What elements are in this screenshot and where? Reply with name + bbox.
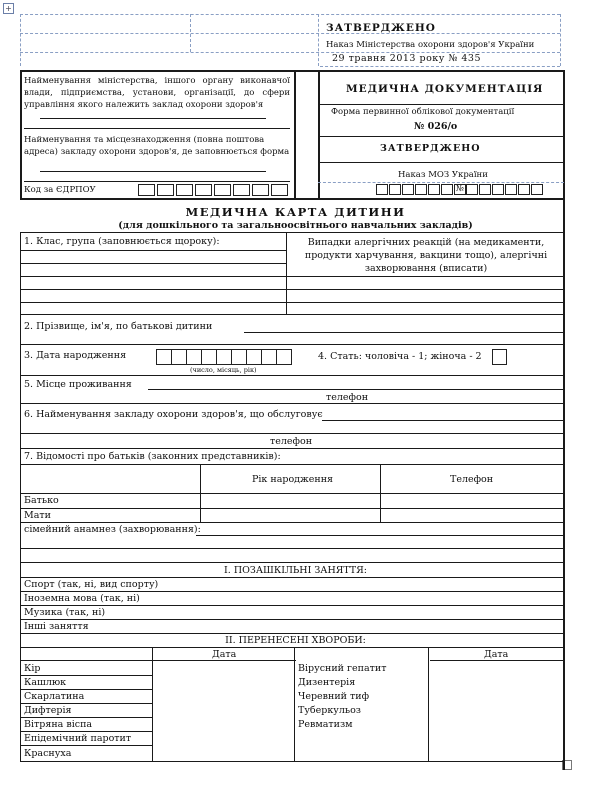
edrpou-box[interactable] xyxy=(271,184,288,196)
diseases-line xyxy=(20,717,153,718)
birth-date-boxes[interactable] xyxy=(156,349,292,365)
moz-number-box[interactable] xyxy=(518,184,530,195)
extracurricular-line xyxy=(20,633,564,634)
birth-date-box[interactable] xyxy=(186,349,202,365)
disease-chickenpox: Вітряна віспа xyxy=(24,719,93,730)
moz-number-box[interactable] xyxy=(492,184,504,195)
language-label: Іноземна мова (так, ні) xyxy=(24,593,140,604)
form-border xyxy=(20,232,21,762)
moz-number-boxes[interactable] xyxy=(466,184,543,195)
extracurricular-line xyxy=(20,591,564,592)
card-subtitle: (для дошкільного та загальноосвітнього навчальних закладів) xyxy=(118,220,473,231)
facility-name-line xyxy=(40,171,266,172)
moz-date-box[interactable] xyxy=(389,184,401,195)
clinic-phone-label: телефон xyxy=(270,436,313,447)
facility-name-line xyxy=(24,181,290,182)
clinic-line xyxy=(322,420,564,421)
org-name-label: Найменування міністерства, іншого органу виконавчої влади, підприємства, установи, організації, до сфери управління якого належить заклад охорони здоров'я xyxy=(24,76,290,110)
class-group-line xyxy=(20,250,287,251)
diseases-line xyxy=(20,675,153,676)
disease-pertussis: Кашлюк xyxy=(24,677,67,688)
moz-date-boxes[interactable] xyxy=(376,184,466,195)
sex-box[interactable] xyxy=(492,349,507,365)
clinic-label: 6. Найменування закладу охорони здоров'я, що обслуговує xyxy=(24,409,323,420)
full-name-line xyxy=(20,344,564,345)
residence-phone-label: телефон xyxy=(326,392,369,403)
edrpou-box[interactable] xyxy=(157,184,174,196)
diseases-line xyxy=(20,689,153,690)
birth-date-label: 3. Дата народження xyxy=(24,350,127,361)
diseases-line xyxy=(20,703,153,704)
diseases-line xyxy=(20,745,153,746)
disease-viral-hepatitis: Вірусний гепатит xyxy=(298,663,387,674)
birth-date-box[interactable] xyxy=(216,349,232,365)
extracurricular-heading: I. ПОЗАШКІЛЬНІ ЗАНЯТТЯ: xyxy=(224,565,367,576)
facility-name-label: Найменування та місцезнаходження (повна поштова адреса) закладу охорони здоров'я, де заповнюється форма xyxy=(24,135,290,157)
top-block-border xyxy=(20,70,22,200)
clinic-line xyxy=(20,433,564,434)
full-name-line xyxy=(244,332,564,333)
diseases-line xyxy=(20,660,296,661)
moz-date-box[interactable] xyxy=(402,184,414,195)
sex-label: 4. Стать: чоловіча - 1; жіноча - 2 xyxy=(318,351,482,362)
top-block-border xyxy=(294,70,296,200)
residence-line xyxy=(148,389,564,390)
edrpou-box[interactable] xyxy=(195,184,212,196)
allergy-label: Випадки алергічних реакцій (на медикаменти, продукти харчування, вакцини тощо), алергічні захворювання (вписати) xyxy=(304,237,548,274)
mother-label: Мати xyxy=(24,510,51,521)
residence-phone-line xyxy=(20,403,564,404)
birth-line xyxy=(20,375,564,376)
edrpou-box[interactable] xyxy=(252,184,269,196)
right-block-divider xyxy=(318,162,564,163)
order-date: 29 травня 2013 року № 435 xyxy=(332,53,481,64)
father-label: Батько xyxy=(24,495,59,506)
edrpou-label: Код за ЄДРПОУ xyxy=(24,185,96,195)
disease-typhoid: Черевний тиф xyxy=(298,691,370,702)
moz-number-box[interactable] xyxy=(466,184,478,195)
diseases-col xyxy=(294,647,295,762)
extracurricular-line xyxy=(20,577,564,578)
disease-tuberculosis: Туберкульоз xyxy=(298,705,361,716)
org-name-line xyxy=(24,128,290,129)
diseases-date-header-right: Дата xyxy=(484,649,509,660)
order-text: Наказ Міністерства охорони здоров'я України xyxy=(326,40,535,50)
approved-heading: ЗАТВЕРДЖЕНО xyxy=(326,22,436,34)
birth-date-box[interactable] xyxy=(201,349,217,365)
sport-label: Спорт (так, ні, вид спорту) xyxy=(24,579,159,590)
parents-phone-header: Телефон xyxy=(450,474,494,485)
family-history-line xyxy=(20,548,564,549)
class-group-line xyxy=(20,314,564,315)
form-number: № 026/о xyxy=(414,121,458,132)
parents-line xyxy=(20,522,564,523)
top-block-border xyxy=(318,70,320,200)
right-block-divider xyxy=(318,136,564,137)
edrpou-box[interactable] xyxy=(233,184,250,196)
moz-number-box[interactable] xyxy=(531,184,543,195)
music-label: Музика (так, ні) xyxy=(24,607,106,618)
clinic-phone-line xyxy=(20,448,564,449)
moz-number-box[interactable] xyxy=(479,184,491,195)
disease-diphtheria: Дифтерія xyxy=(24,705,72,716)
right-block-divider xyxy=(318,104,564,105)
diseases-line xyxy=(20,647,564,648)
moz-number-box[interactable] xyxy=(505,184,517,195)
top-block-border xyxy=(20,198,564,200)
header-grid-line xyxy=(318,14,319,66)
moz-date-box[interactable] xyxy=(376,184,388,195)
moz-order-label: Наказ МОЗ України xyxy=(398,170,488,180)
class-group-line xyxy=(20,302,564,303)
birth-date-box[interactable] xyxy=(231,349,247,365)
diseases-date-header-left: Дата xyxy=(212,649,237,660)
disease-dysentery: Дизентерія xyxy=(298,677,356,688)
moz-date-box[interactable] xyxy=(428,184,440,195)
moz-order-grid xyxy=(318,182,564,183)
form-label: Форма первинної облікової документації xyxy=(331,107,515,117)
moz-date-box[interactable] xyxy=(415,184,427,195)
table-move-handle[interactable]: + xyxy=(3,3,14,14)
diseases-line xyxy=(20,731,153,732)
moz-number-sign: № xyxy=(456,184,465,194)
moz-approved-heading: ЗАТВЕРДЖЕНО xyxy=(380,143,481,154)
header-grid-line xyxy=(20,14,21,66)
birth-date-hint: (число, місяць, рік) xyxy=(190,366,257,374)
header-grid-line xyxy=(190,14,191,52)
medical-documentation-heading: МЕДИЧНА ДОКУМЕНТАЦІЯ xyxy=(346,83,544,95)
edrpou-box[interactable] xyxy=(214,184,231,196)
disease-mumps: Епідемічний паротит xyxy=(24,733,132,744)
form-border xyxy=(20,232,564,233)
parents-line xyxy=(20,508,564,509)
extracurricular-line xyxy=(20,619,564,620)
disease-measles: Кір xyxy=(24,663,41,674)
disease-rheumatism: Ревматизм xyxy=(298,719,353,730)
header-grid-line xyxy=(320,66,560,67)
birth-date-box[interactable] xyxy=(276,349,292,365)
birth-date-box[interactable] xyxy=(156,349,172,365)
other-activities-label: Інші заняття xyxy=(24,621,89,632)
header-grid-line xyxy=(560,14,561,66)
extracurricular-line xyxy=(20,605,564,606)
card-title: МЕДИЧНА КАРТА ДИТИНИ xyxy=(185,205,406,219)
diseases-col xyxy=(428,647,429,762)
header-grid-line xyxy=(20,14,560,15)
diseases-line xyxy=(430,660,564,661)
top-block-border xyxy=(20,70,564,72)
full-name-label: 2. Прізвище, ім'я, по батькові дитини xyxy=(24,321,213,332)
org-name-line xyxy=(40,118,266,119)
parents-line xyxy=(20,464,564,465)
moz-date-box[interactable] xyxy=(441,184,453,195)
class-group-label: 1. Клас, група (заповнюється щороку): xyxy=(24,236,220,247)
class-group-line xyxy=(20,289,564,290)
header-grid-line xyxy=(20,33,560,34)
diseases-line xyxy=(20,761,564,762)
family-history-label: сімейний анамнез (захворювання): xyxy=(24,524,201,535)
diseases-heading: II. ПЕРЕНЕСЕНІ ХВОРОБИ: xyxy=(225,635,366,646)
birth-date-box[interactable] xyxy=(171,349,187,365)
edrpou-boxes[interactable] xyxy=(138,184,288,196)
disease-rubella: Краснуха xyxy=(24,748,72,759)
parents-year-header: Рік народження xyxy=(252,474,334,485)
parents-label: 7. Відомості про батьків (законних представників): xyxy=(24,451,281,462)
birth-date-box[interactable] xyxy=(261,349,277,365)
parents-line xyxy=(20,493,564,494)
residence-label: 5. Місце проживання xyxy=(24,379,132,390)
edrpou-box[interactable] xyxy=(138,184,155,196)
disease-scarlet-fever: Скарлатина xyxy=(24,691,85,702)
family-history-line xyxy=(20,562,564,563)
edrpou-box[interactable] xyxy=(176,184,193,196)
birth-date-box[interactable] xyxy=(246,349,262,365)
class-group-line xyxy=(20,263,287,264)
family-history-line xyxy=(196,535,564,536)
class-group-line xyxy=(20,276,564,277)
